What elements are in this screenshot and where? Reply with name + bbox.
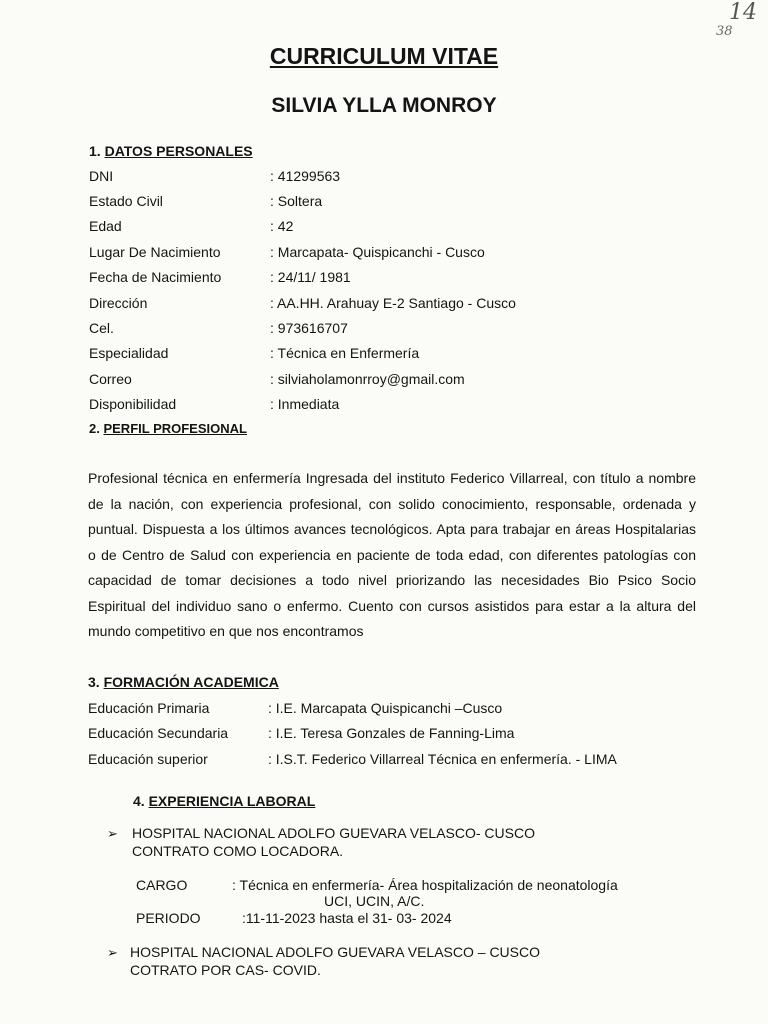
section-heading-experience [133, 793, 315, 809]
section-number: 2. [89, 421, 100, 436]
job-cargo-label: CARGO [136, 877, 188, 893]
job-place: HOSPITAL NACIONAL ADOLFO GUEVARA VELASCO – CUSCO [130, 944, 540, 960]
field-label-cel: Cel. [89, 320, 114, 336]
field-value-dni: : 41299563 [270, 168, 341, 184]
section-title: DATOS PERSONALES [104, 143, 253, 159]
field-value-cel: : 973616707 [270, 320, 348, 336]
section-title: PERFIL PROFESIONAL [103, 421, 247, 436]
field-value-direccion: : AA.HH. Arahuay E-2 Santiago - Cusco [270, 295, 516, 311]
job-periodo-label: PERIODO [136, 910, 201, 926]
section-title: EXPERIENCIA LABORAL [148, 793, 316, 809]
education-label-secundaria: Educación Secundaria [88, 725, 229, 741]
section-heading-personal [89, 143, 253, 159]
candidate-name: SILVIA YLLA MONROY [271, 94, 497, 117]
job-place: HOSPITAL NACIONAL ADOLFO GUEVARA VELASCO- CUSCO [132, 825, 535, 841]
field-label-fecha-nacimiento: Fecha de Nacimiento [89, 269, 222, 285]
field-value-fecha-nacimiento: : 24/11/ 1981 [270, 269, 351, 285]
handwritten-page-number: 14 [729, 0, 757, 25]
field-label-edad: Edad [89, 218, 122, 234]
field-value-correo: : silviaholamonrroy@gmail.com [270, 371, 465, 387]
field-value-edad: : 42 [270, 218, 294, 234]
field-label-especialidad: Especialidad [89, 345, 169, 361]
section-number: 3. [88, 674, 100, 690]
job-periodo-value: :11-11-2023 hasta el 31- 03- 2024 [242, 910, 452, 926]
handwritten-mark: 38 [716, 24, 733, 39]
education-value-primaria: : I.E. Marcapata Quispicanchi –Cusco [268, 700, 503, 716]
field-label-direccion: Dirección [89, 295, 148, 311]
section-heading-profile [89, 421, 247, 436]
section-number: 4. [133, 793, 145, 809]
job-cargo-value: : Técnica en enfermería- Área hospitalización de neonatología [232, 877, 618, 893]
section-number: 1. [89, 143, 101, 159]
profile-paragraph: Profesional técnica en enfermería Ingresada del instituto Federico Villarreal, con título a nombre de la nación, con experiencia profesional, con solido conocimiento, responsable, ordenada y puntual. Dispuesta a los últimos avances tecnológicos. Apta para trabajar en áreas Hospitalarias o de Centro de Salud con experiencia en paciente de toda edad, con diferentes patologías con capacidad de tomar decisiones a todo nivel priorizando las necesidades Bio Psico Socio Espiritual del individuo sano o enfermo. Cuento con cursos asistidos para estar a la altura del mundo competitivo en que nos encontramos [88, 470, 696, 639]
field-label-correo: Correo [89, 371, 132, 387]
bullet-arrow-icon: ➢ [107, 826, 118, 841]
field-label-lugar-nacimiento: Lugar De Nacimiento [89, 244, 221, 260]
field-label-disponibilidad: Disponibilidad [89, 396, 177, 412]
field-label-estado-civil: Estado Civil [89, 193, 163, 209]
field-value-estado-civil: : Soltera [270, 193, 323, 209]
document-title: CURRICULUM VITAE [269, 43, 499, 69]
education-label-primaria: Educación Primaria [88, 700, 210, 716]
job-contract: CONTRATO COMO LOCADORA. [132, 843, 344, 859]
job-cargo-value-cont: UCI, UCIN, A/C. [324, 893, 425, 909]
job-contract: COTRATO POR CAS- COVID. [130, 962, 321, 978]
section-title: FORMACIÓN ACADEMICA [103, 674, 279, 690]
field-value-especialidad: : Técnica en Enfermería [270, 345, 420, 361]
field-value-disponibilidad: : Inmediata [270, 396, 340, 412]
education-label-superior: Educación superior [88, 751, 208, 767]
education-value-superior: : I.S.T. Federico Villarreal Técnica en enfermería. - LIMA [268, 751, 617, 767]
section-heading-education [88, 674, 279, 690]
bullet-arrow-icon: ➢ [107, 945, 118, 960]
field-label-dni: DNI [89, 168, 114, 184]
field-value-lugar-nacimiento: : Marcapata- Quispicanchi - Cusco [270, 244, 485, 260]
education-value-secundaria: : I.E. Teresa Gonzales de Fanning-Lima [268, 725, 515, 741]
